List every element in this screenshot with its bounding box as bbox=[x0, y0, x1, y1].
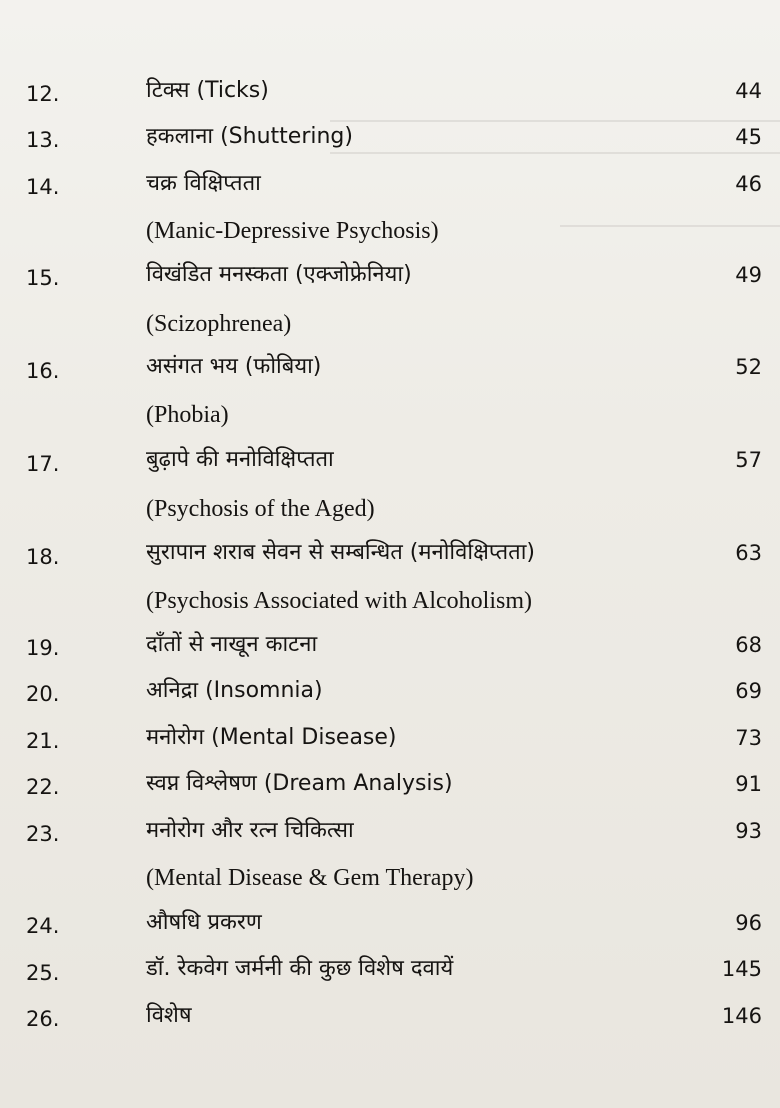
entry-page-number: 91 bbox=[735, 772, 762, 796]
entry-title: विशेष bbox=[146, 1003, 192, 1028]
entry-number: 16. bbox=[26, 359, 60, 383]
entry-title: मनोरोग (Mental Disease) bbox=[146, 725, 397, 750]
entry-page-number: 69 bbox=[735, 679, 762, 703]
entry-page-number: 49 bbox=[735, 263, 762, 287]
entry-page-number: 73 bbox=[735, 726, 762, 750]
entry-subtitle: (Manic-Depressive Psychosis) bbox=[146, 218, 439, 244]
entry-number: 15. bbox=[26, 266, 60, 290]
entry-page-number: 45 bbox=[735, 125, 762, 149]
entry-title: विखंडित मनस्कता (एक्जोफ्रेनिया) bbox=[146, 262, 412, 287]
entry-number: 22. bbox=[26, 775, 60, 799]
entry-title: दाँतों से नाखून काटना bbox=[146, 632, 318, 657]
entry-title: स्वप्न विश्लेषण (Dream Analysis) bbox=[146, 771, 453, 796]
entry-subtitle: (Psychosis Associated with Alcoholism) bbox=[146, 588, 532, 614]
entry-number: 18. bbox=[26, 545, 60, 569]
entry-page-number: 93 bbox=[735, 819, 762, 843]
entry-page-number: 145 bbox=[721, 957, 762, 981]
entry-title: टिक्स (Ticks) bbox=[146, 78, 269, 103]
entry-page-number: 44 bbox=[735, 79, 762, 103]
entry-subtitle: (Psychosis of the Aged) bbox=[146, 496, 375, 522]
entry-number: 12. bbox=[26, 82, 60, 106]
entry-subtitle: (Phobia) bbox=[146, 402, 229, 428]
entry-title: औषधि प्रकरण bbox=[146, 910, 262, 935]
entry-number: 17. bbox=[26, 452, 60, 476]
entry-title: डॉ. रेकवेग जर्मनी की कुछ विशेष दवायें bbox=[146, 956, 454, 981]
entry-page-number: 57 bbox=[735, 448, 762, 472]
entry-title: मनोरोग और रत्न चिकित्सा bbox=[146, 818, 354, 843]
entry-page-number: 52 bbox=[735, 355, 762, 379]
entry-subtitle: (Mental Disease & Gem Therapy) bbox=[146, 865, 474, 891]
entry-title: असंगत भय (फोबिया) bbox=[146, 354, 322, 379]
entry-page-number: 46 bbox=[735, 172, 762, 196]
entry-page-number: 63 bbox=[735, 541, 762, 565]
entry-number: 24. bbox=[26, 914, 60, 938]
entry-subtitle: (Scizophrenea) bbox=[146, 311, 292, 337]
entry-number: 19. bbox=[26, 636, 60, 660]
entry-page-number: 146 bbox=[721, 1004, 762, 1028]
entry-title: चक्र विक्षिप्तता bbox=[146, 171, 261, 196]
entry-title: अनिद्रा (Insomnia) bbox=[146, 678, 323, 703]
entry-page-number: 96 bbox=[735, 911, 762, 935]
entry-number: 23. bbox=[26, 822, 60, 846]
entry-number: 20. bbox=[26, 682, 60, 706]
entry-number: 21. bbox=[26, 729, 60, 753]
entry-title: हकलाना (Shuttering) bbox=[146, 124, 353, 149]
entry-number: 13. bbox=[26, 128, 60, 152]
entry-title: सुरापान शराब सेवन से सम्बन्धित (मनोविक्षिप्तता) bbox=[146, 540, 535, 565]
entry-title: बुढ़ापे की मनोविक्षिप्तता bbox=[146, 447, 334, 472]
entry-number: 14. bbox=[26, 175, 60, 199]
entry-page-number: 68 bbox=[735, 633, 762, 657]
entry-number: 26. bbox=[26, 1007, 60, 1031]
entry-number: 25. bbox=[26, 961, 60, 985]
